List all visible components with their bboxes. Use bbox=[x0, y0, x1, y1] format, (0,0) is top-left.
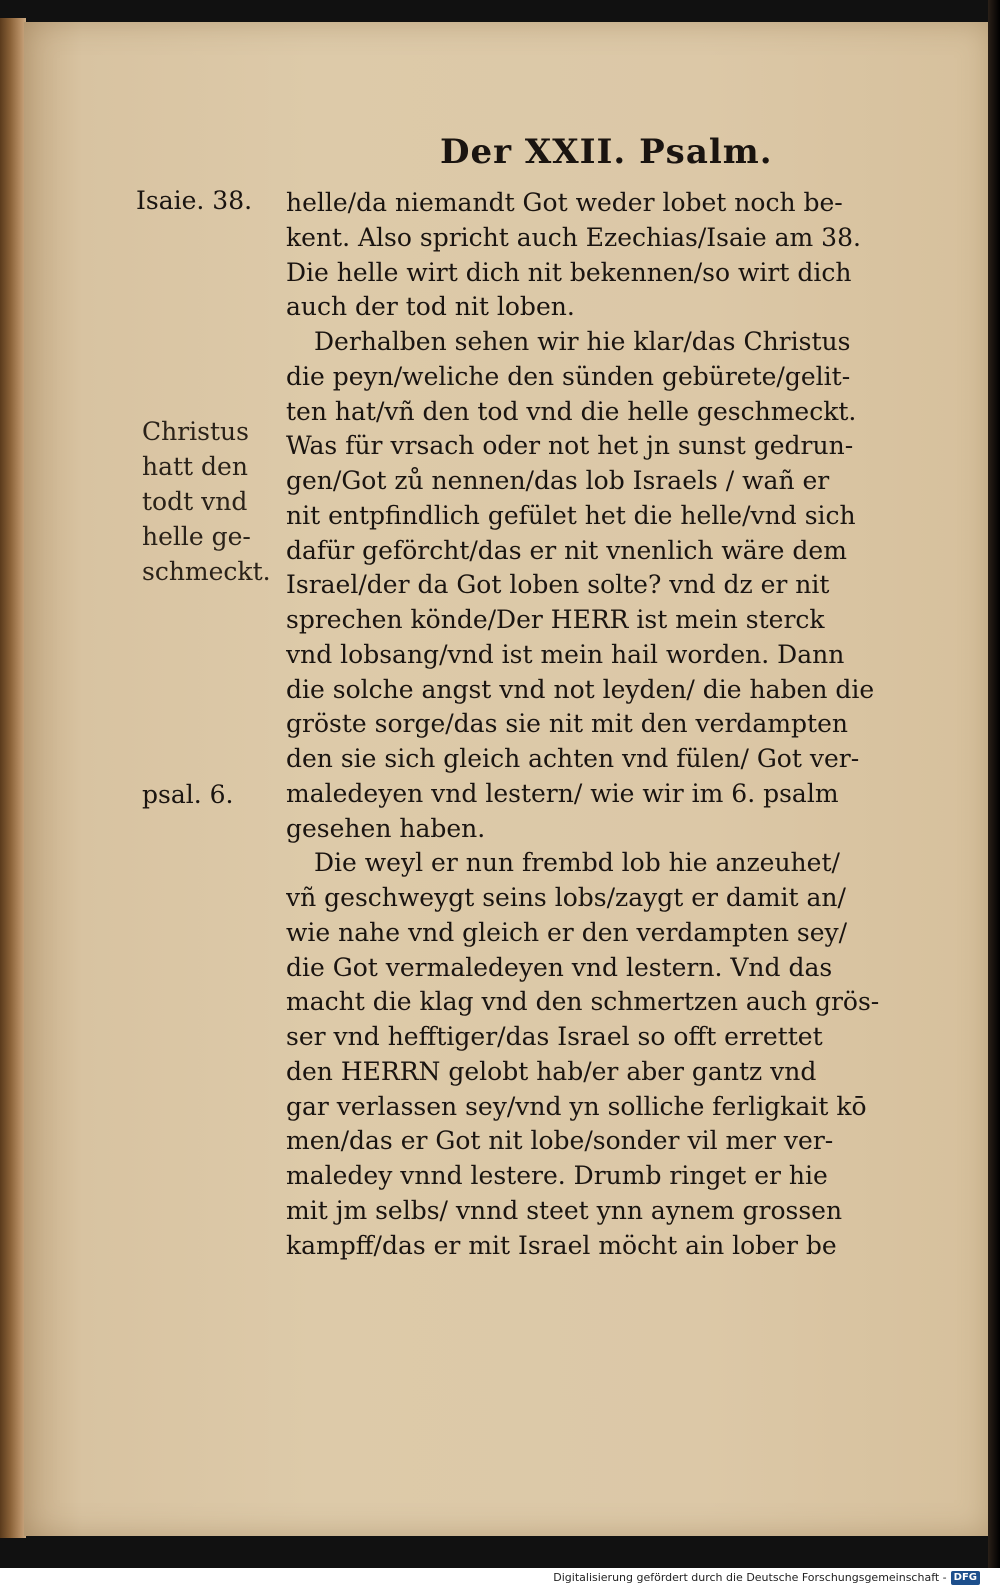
text-line: maledeyen vnd lestern/ wie wir im 6. psalm bbox=[286, 778, 839, 808]
margin-line: schmeckt. bbox=[142, 557, 271, 586]
text-line: kent. Also spricht auch Ezechias/Isaie am 38. bbox=[286, 222, 861, 252]
text-line: sprechen könde/Der HERR ist mein sterck bbox=[286, 605, 825, 634]
text-line: maledey vnnd lestere. Drumb ringet er hie bbox=[286, 1161, 828, 1190]
text-line: ten hat/vñ den tod vnd die helle geschmeckt. bbox=[286, 396, 857, 426]
text-line: gesehen haben. bbox=[286, 813, 486, 843]
text-line: gröste sorge/das sie nit mit den verdampten bbox=[286, 709, 848, 739]
margin-note-christus bbox=[142, 414, 271, 589]
text-line: nit entpfindlich gefület het die helle/vnd sich bbox=[286, 500, 856, 530]
text-line: gen/Got zů nennen/das lob Israels / wañ er bbox=[286, 466, 830, 495]
text-line: vñ geschweygt seins lobs/zaygt er damit an/ bbox=[286, 883, 846, 912]
text-line: die solche angst vnd not leyden/ die haben die bbox=[286, 674, 875, 704]
text-line: die peyn/weliche den sünden gebürete/gelit- bbox=[286, 361, 851, 391]
text-line: wie nahe vnd gleich er den verdampten sey/ bbox=[286, 917, 848, 947]
page-right-edge bbox=[988, 0, 1000, 1568]
text-line: vnd lobsang/vnd ist mein hail worden. Dann bbox=[286, 639, 845, 669]
margin-line: helle ge- bbox=[142, 522, 251, 551]
footer-credit: Digitalisierung gefördert durch die Deutsche Forschungsgemeinschaft - bbox=[553, 1571, 947, 1584]
body-text bbox=[286, 186, 946, 1263]
text-line: helle/da niemandt Got weder lobet noch be- bbox=[286, 188, 843, 217]
text-line: die Got vermaledeyen vnd lestern. Vnd das bbox=[286, 952, 833, 982]
text-line: Was für vrsach oder not het jn sunst gedrun- bbox=[286, 431, 854, 461]
text-line: Israel/der da Got loben solte? vnd dz er nit bbox=[286, 570, 830, 600]
text-line: kampff/das er mit Israel möcht ain lober be bbox=[286, 1230, 837, 1260]
text-line: Die weyl er nun frembd lob hie anzeuhet/ bbox=[314, 848, 840, 878]
text-line: men/das er Got nit lobe/sonder vil mer ver- bbox=[286, 1126, 834, 1156]
text-line: Die helle wirt dich nit bekennen/so wirt dich bbox=[286, 257, 852, 287]
dfg-logo: DFG bbox=[951, 1571, 980, 1585]
text-line: den HERRN gelobt hab/er aber gantz vnd bbox=[286, 1056, 817, 1086]
text-line: dafür geförcht/das er nit vnenlich wäre dem bbox=[286, 535, 847, 565]
margin-note-isaie: Isaie. 38. bbox=[136, 186, 253, 215]
page-header: Der XXII. Psalm. bbox=[440, 132, 773, 172]
text-line: mit jm selbs/ vnnd steet ynn aynem grossen bbox=[286, 1195, 843, 1225]
footer-bar bbox=[0, 1568, 1000, 1588]
margin-note-psal: psal. 6. bbox=[142, 780, 234, 809]
text-line: Derhalben sehen wir hie klar/das Christus bbox=[314, 327, 851, 356]
text-line: den sie sich gleich achten vnd fülen/ Got ver- bbox=[286, 744, 860, 773]
margin-line: todt vnd bbox=[142, 487, 248, 516]
text-line: ser vnd hefftiger/das Israel so offt errettet bbox=[286, 1022, 823, 1051]
text-line: auch der tod nit loben. bbox=[286, 292, 575, 322]
margin-line: Christus bbox=[142, 417, 249, 446]
margin-line: hatt den bbox=[142, 452, 248, 481]
text-line: gar verlassen sey/vnd yn solliche ferligkait kō bbox=[286, 1091, 867, 1121]
book-edge bbox=[0, 18, 26, 1538]
text-line: macht die klag vnd den schmertzen auch grös- bbox=[286, 987, 880, 1017]
